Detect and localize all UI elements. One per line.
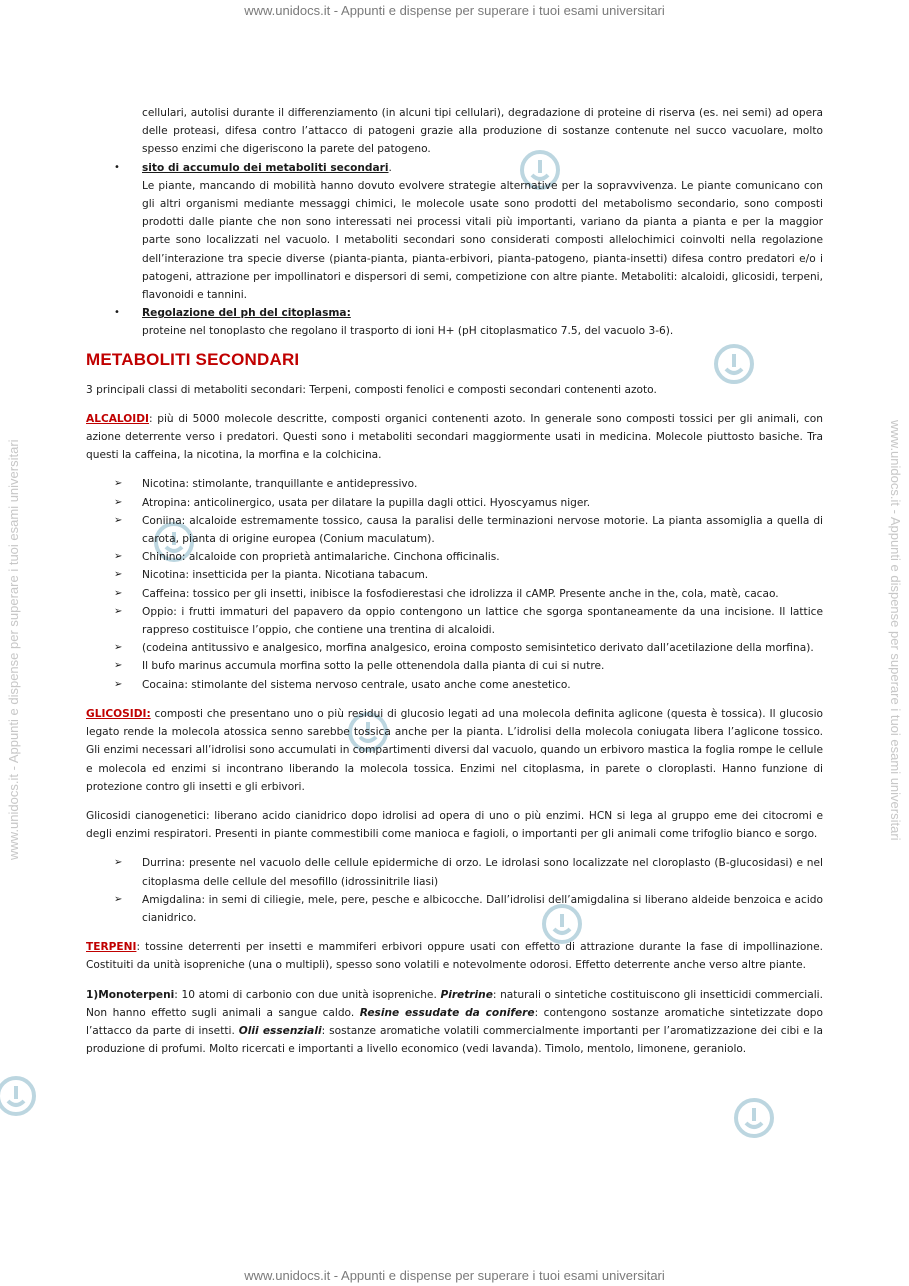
arrow-bullet-icon: ➢	[114, 587, 123, 599]
unidocs-logo-icon	[0, 1074, 38, 1118]
arrow-bullet-icon: ➢	[114, 551, 123, 563]
arrow-bullet-icon: ➢	[114, 857, 123, 869]
watermark-top: www.unidocs.it - Appunti e dispense per superare i tuoi esami universitari	[244, 3, 665, 18]
watermark-right: www.unidocs.it - Appunti e dispense per superare i tuoi esami universitari	[888, 420, 903, 841]
list-item: ➢ Caffeina: tossico per gli insetti, inibisce la fosfodierestasi che idrolizza il cAMP. Presente anche in the, cola, matè, cacao.	[86, 585, 823, 603]
watermark-left: www.unidocs.it - Appunti e dispense per superare i tuoi esami universitari	[6, 439, 21, 860]
arrow-bullet-icon: ➢	[114, 478, 123, 490]
document-body	[86, 104, 823, 1058]
list-item: ➢ Durrina: presente nel vacuolo delle cellule epidermiche di orzo. Le idrolasi sono localizzate nel cloroplasto (B-glucosidasi) e nel citoplasma delle cellule del mesofillo (idrossinitrile liasi)	[86, 854, 823, 890]
bullet-dot: •	[114, 161, 120, 173]
list-item: ➢ Oppio: i frutti immaturi del papavero da oppio contengono un lattice che sgorga spontaneamente da una incisione. Il lattice rappreso costituisce l’oppio, che contiene una trentina di alcaloidi.	[86, 603, 823, 639]
intro-item-text: Le piante, mancando di mobilità hanno dovuto evolvere strategie alternative per la sopravvivenza. Le piante comunicano con gli altri organismi mediante messaggi chimici, le molecole usate sono prodotti del metabolismo secondario, sono composti prodotti dalle piante che non sono interessati nei processi vitali più importanti, variano da pianta a pianta e per la maggior parte sono localizzati nel vacuolo. I metaboliti secondari sono considerati composti allelochimici coinvolti nella regolazione dell’interazione tra specie diverse (pianta-pianta, pianta-erbivori, pianta-patogeno, pianta-insetti) difesa contro predatori e/o i patogeni, attrazione per impollinatori e dispersori di semi, competizione con altre piante. Metaboliti: alcaloidi, glicosidi, terpeni, flavonoidi e tannini.	[142, 179, 823, 302]
list-item: ➢ Atropina: anticolinergico, usata per dilatare la pupilla dagli ottici. Hyoscyamus niger.	[86, 494, 823, 512]
list-item: ➢ Chinino: alcaloide con proprietà antimalariche. Cinchona officinalis.	[86, 548, 823, 566]
intro-item-ph	[86, 304, 823, 340]
arrow-bullet-icon: ➢	[114, 496, 123, 508]
watermark-bottom: www.unidocs.it - Appunti e dispense per superare i tuoi esami universitari	[244, 1268, 665, 1283]
arrow-bullet-icon: ➢	[114, 605, 123, 617]
list-item: ➢ Cocaina: stimolante del sistema nervoso centrale, usato anche come anestetico.	[86, 676, 823, 694]
glicosidi-label: GLICOSIDI:	[86, 707, 151, 720]
glicosidi-list	[86, 854, 823, 927]
terpeni-label: TERPENI	[86, 941, 137, 954]
intro-item-accumulo: • sito di accumulo dei metaboliti secondari. Le piante, mancando di mobilità hanno dovuto evolvere strategie alternative per la sopravvivenza. Le piante comunicano con gli altri organismi mediante messaggi chimici, le molecole usate sono prodotti del metabolismo secondario, sono composti prodotti dalle piante che non sono interessati nei processi vitali più importanti, variano da pianta a pianta e per la maggior parte sono localizzati nel vacuolo. I metaboliti secondari sono considerati composti allelochimici coinvolti nella regolazione dell’interazione tra specie diverse (pianta-pianta, pianta-erbivori, pianta-patogeno, pianta-insetti) difesa contro predatori e/o i patogeni, attrazione per impollinatori e dispersori di semi, competizione con altre piante. Metaboliti: alcaloidi, glicosidi, terpeni, flavonoidi e tannini.	[86, 159, 823, 305]
list-item: ➢ Nicotina: insetticida per la pianta. Nicotiana tabacum.	[86, 566, 823, 584]
arrow-bullet-icon: ➢	[114, 660, 123, 672]
arrow-bullet-icon: ➢	[114, 514, 123, 526]
classes-paragraph: 3 principali classi di metaboliti secondari: Terpeni, composti fenolici e composti secondari contenenti azoto.	[86, 383, 657, 396]
intro-continuation: cellulari, autolisi durante il differenziamento (in alcuni tipi cellulari), degradazione di proteine di riserva (es. nei semi) ad opera delle proteasi, difesa contro l’attacco di patogeni grazie alla produzione di sostanze contenute nel succo vacuolare, molto spesso enzimi che digeriscono la parete del patogeno.	[142, 107, 823, 156]
arrow-bullet-icon: ➢	[114, 642, 123, 654]
list-item: ➢ Nicotina: stimolante, tranquillante e antidepressivo.	[86, 475, 823, 493]
terpeni-paragraph: TERPENI: tossine deterrenti per insetti e mammiferi erbivori oppure usati con effetto di attrazione durante la fase di impollinazione. Costituiti da unità isopreniche (una o multipli), spesso sono volatili e notevolmente odorosi. Effetto deterrente anche verso altre piante.	[86, 941, 823, 972]
intro-item-title: Regolazione del ph del citoplasma:	[142, 307, 351, 320]
intro-item-text: proteine nel tonoplasto che regolano il trasporto di ioni H+ (pH citoplasmatico 7.5, del vacuolo 3-6).	[142, 325, 674, 338]
arrow-bullet-icon: ➢	[114, 678, 123, 690]
alcaloidi-list	[86, 475, 823, 693]
unidocs-logo-icon	[732, 1096, 776, 1140]
cianogenetici-paragraph: Glicosidi cianogenetici: liberano acido cianidrico dopo idrolisi ad opera di uno o più enzimi. HCN si lega al gruppo eme dei citocromi e degli enzimi respiratori. Presenti in piante commestibili come manioca e fagioli, o importanti per gli animali come trifoglio bianco e sorgo.	[86, 809, 823, 841]
arrow-bullet-icon: ➢	[114, 893, 123, 905]
list-item: ➢ Amigdalina: in semi di ciliegie, mele, pere, pesche e albicocche. Dall’idrolisi dell’amigdalina si liberano aldeide benzoica e acido cianidrico.	[86, 891, 823, 927]
list-item: ➢ (codeina antitussivo e analgesico, morfina analgesico, eroina composto semisintetico derivato dall’acetilazione della morfina).	[86, 639, 823, 657]
glicosidi-paragraph: GLICOSIDI: composti che presentano uno o più residui di glucosio legati ad una molecola definita aglicone (questa è tossica). Il glucosio legato rende la molecola atossica senno sarebbe tossica anche per la pianta. L’idrolisi della molecola coniugata libera l’aglicone tossico. Gli enzimi necessari all’idrolisi sono accumulati in compartimenti diversi dal vacuolo, quando un erbivoro mastica la foglia rompe le cellule e molecola ed enzimi si incontrano liberando la molecola tossica. Enzimi nel citoplasma, in parete o cloroplasti. Hanno funzione di protezione contro gli insetti e gli erbivori.	[86, 707, 823, 793]
list-item: ➢ Coniina: alcaloide estremamente tossico, causa la paralisi delle terminazioni nervose motorie. La pianta assomiglia a quella di carota, pianta di origine europea (Conium maculatum).	[86, 512, 823, 548]
monoterpeni-paragraph: 1)Monoterpeni: 10 atomi di carbonio con due unità isopreniche. Piretrine: naturali o sintetiche costituiscono gli insetticidi commerciali. Non hanno effetto sugli animali a sangue caldo. Resine essudate da conifere: contengono sostanze aromatiche sintetizzate dopo l’attacco da parte di insetti. Olii essenziali: sostanze aromatiche volatili commercialmente importanti per l’aromatizzazione dei cibi e la produzione di profumi. Molto ricercati e importanti a livello economico (vedi lavanda). Timolo, mentolo, limonene, geraniolo.	[86, 988, 824, 1056]
monoterpeni-label: 1)Monoterpeni	[86, 988, 175, 1001]
list-item: ➢ Il bufo marinus accumula morfina sotto la pelle ottenendola dalla pianta di cui si nutre.	[86, 657, 823, 675]
alcaloidi-paragraph: ALCALOIDI: più di 5000 molecole descritte, composti organici contenenti azoto. In generale sono composti tossici per gli animali, con azione deterrente verso i predatori. Questi sono i metaboliti secondari maggiormente usati in medicina. Molecole piuttosto basiche. Tra questi la caffeina, la nicotina, la morfina e la colchicina.	[86, 412, 823, 462]
bullet-dot: •	[114, 307, 120, 319]
section-heading: METABOLITI SECONDARI	[86, 349, 300, 369]
arrow-bullet-icon: ➢	[114, 569, 123, 581]
intro-item-title: sito di accumulo dei metaboliti secondari	[142, 161, 389, 174]
alcaloidi-label: ALCALOIDI	[86, 412, 149, 425]
